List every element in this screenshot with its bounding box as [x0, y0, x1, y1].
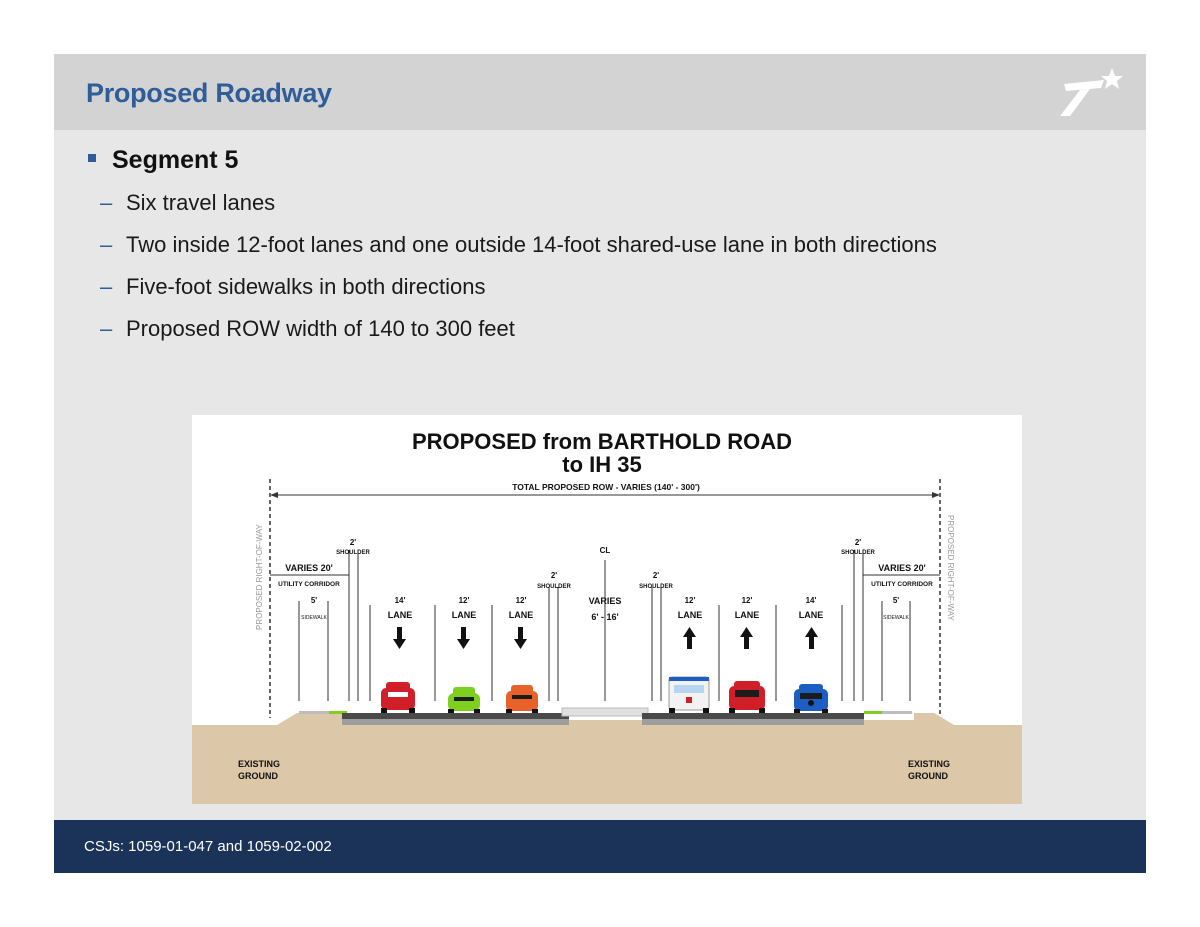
sidewalk-label-left: SIDEWALK [301, 615, 327, 621]
car-green-icon [448, 687, 480, 713]
sidewalk-width-left: 5' [310, 596, 318, 605]
shoulder-width-left: 2' [349, 538, 357, 547]
down-arrows [393, 627, 527, 649]
list-item-text: Proposed ROW width of 140 to 300 feet [126, 316, 515, 341]
existing-ground [192, 713, 1022, 804]
shoulder-label-right: SHOULDER [841, 550, 875, 556]
median-range: 6' - 16' [591, 612, 619, 622]
arrow-up-icon [740, 627, 753, 649]
figure-title-line2: to IH 35 [562, 452, 642, 477]
sidewalk-label-right: SIDEWALK [883, 615, 909, 621]
list-item-text: Two inside 12-foot lanes and one outside 14-foot shared-use lane in both directions [126, 232, 937, 257]
slide-footer [54, 820, 1146, 873]
ground-label-left: GROUND [238, 771, 278, 781]
list-item [100, 272, 937, 314]
lane-label-1: LANE [387, 610, 413, 620]
lane-label-2: LANE [451, 610, 477, 620]
dash-icon: – [100, 316, 113, 341]
txdot-star-logo-icon [1054, 66, 1129, 121]
lane-width-4: 12' [684, 596, 696, 605]
list-item-text: Six travel lanes [126, 190, 276, 215]
existing-label-right: EXISTING [908, 759, 951, 769]
lane-width-5: 12' [741, 596, 753, 605]
lane-width-2: 12' [458, 596, 470, 605]
dash-icon: – [100, 274, 113, 299]
base-right [642, 719, 864, 725]
arrow-down-icon [457, 627, 470, 649]
slide-title: Proposed Roadway [86, 78, 332, 108]
shoulder-label-left: SHOULDER [336, 550, 370, 556]
figure-title-line1: PROPOSED from BARTHOLD ROAD [411, 429, 793, 454]
pavement-left [342, 713, 569, 719]
ground-label-right: GROUND [908, 771, 948, 781]
dash-icon: – [100, 232, 113, 257]
car-red-icon [381, 682, 415, 713]
arrow-down-icon [393, 627, 406, 649]
inner-shoulder-label-left: SHOULDER [537, 584, 571, 590]
list-item-text: Five-foot sidewalks in both directions [126, 274, 486, 299]
roadway-cross-section [192, 415, 1022, 804]
utility-corridor-right: UTILITY CORRIDOR [871, 581, 933, 588]
lane-label-5: LANE [734, 610, 760, 620]
lane-width-1: 14' [394, 596, 406, 605]
row-label-left: PROPOSED RIGHT-OF-WAY [255, 524, 264, 630]
arrowhead-right-icon [932, 492, 940, 498]
ambulance-icon [669, 677, 709, 713]
lane-width-3: 12' [515, 596, 527, 605]
varies-20-right: VARIES 20' [878, 563, 926, 573]
dash-icon: – [100, 190, 113, 215]
shoulder-width-right: 2' [854, 538, 862, 547]
list-item [100, 314, 937, 356]
slide-header [54, 54, 1146, 130]
segment-heading [88, 146, 238, 175]
pavement-right [642, 713, 864, 719]
car-red-2-icon [729, 681, 765, 713]
row-label-right: PROPOSED RIGHT-OF-WAY [946, 515, 955, 621]
division-lines [270, 550, 940, 701]
sidewalk-width-right: 5' [892, 596, 900, 605]
cross-section-svg [192, 415, 1022, 804]
footer-csj-text: CSJs: 1059-01-047 and 1059-02-002 [84, 838, 332, 855]
list-item [100, 230, 937, 272]
list-item [100, 188, 937, 230]
arrow-down-icon [514, 627, 527, 649]
grass-strip-right [864, 711, 882, 714]
lane-label-4: LANE [677, 610, 703, 620]
utility-corridor-left: UTILITY CORRIDOR [278, 581, 340, 588]
bullet-square-icon [88, 154, 96, 162]
arrowhead-left-icon [270, 492, 278, 498]
total-row-label: TOTAL PROPOSED ROW - VARIES (140' - 300') [512, 482, 700, 492]
subitem-list [100, 188, 937, 356]
up-arrows [683, 627, 818, 649]
inner-shoulder-width-left: 2' [550, 571, 558, 580]
lane-width-6: 14' [805, 596, 817, 605]
median-varies: VARIES [588, 596, 622, 606]
sidewalk-right [882, 711, 912, 714]
inner-shoulder-label-right: SHOULDER [639, 584, 673, 590]
median [562, 708, 648, 716]
varies-20-left: VARIES 20' [285, 563, 333, 573]
car-orange-icon [506, 685, 538, 713]
existing-label-left: EXISTING [238, 759, 281, 769]
arrow-up-icon [805, 627, 818, 649]
inner-shoulder-width-right: 2' [652, 571, 660, 580]
base-left [342, 719, 569, 725]
sidewalk-left [299, 711, 329, 714]
arrow-up-icon [683, 627, 696, 649]
lane-label-3: LANE [508, 610, 534, 620]
segment-heading-text: Segment 5 [112, 146, 239, 174]
slide [54, 54, 1146, 873]
centerline-label: CL [599, 546, 611, 555]
lane-label-6: LANE [798, 610, 824, 620]
car-blue-icon [794, 684, 828, 713]
